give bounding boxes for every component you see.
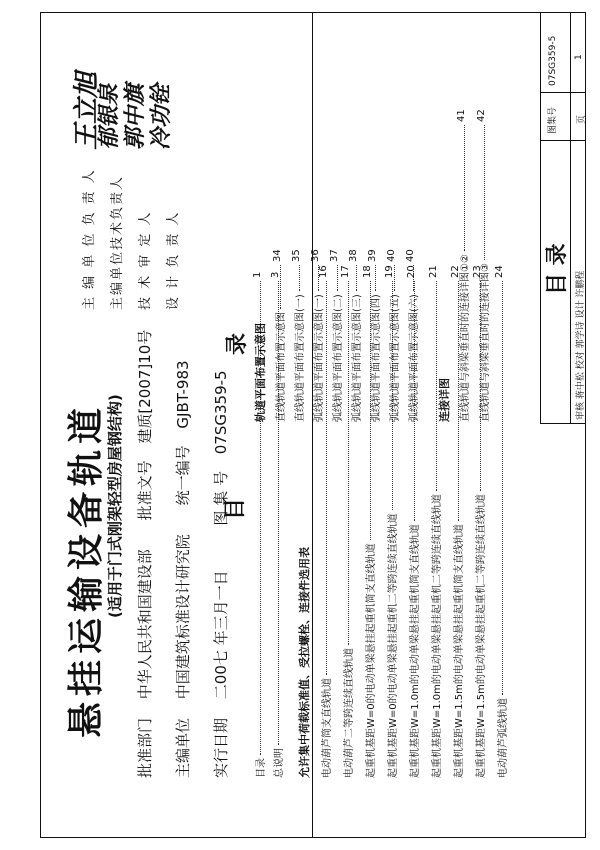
drawing-title: 目 录	[545, 243, 570, 295]
toc-left-item-page: 16	[318, 265, 329, 278]
toc-right-item-label: 弧线轨道平面布置示意图(一)	[314, 294, 325, 422]
date-label: 实行日期	[212, 717, 230, 778]
signature-2: 郁银泉	[96, 83, 122, 150]
toc-left-heading: 目	[223, 497, 248, 520]
title-atlas-label: 图集号	[548, 106, 558, 134]
toc-right-item-label: 弧线轨道平面布置示意图(二)	[333, 294, 344, 422]
approval-dept-label: 批准部门	[136, 717, 154, 778]
toc-right-item-label: 弧线轨道平面布置示意图(六)	[409, 294, 420, 422]
toc-left-item-page: 23	[472, 265, 483, 278]
toc-right-item-page: 41	[456, 109, 467, 122]
toc-right-item-page: 37	[329, 249, 340, 262]
signature-3: 郭中旗	[122, 83, 148, 150]
toc-left-item-label: 电动葫芦简支直线轨道	[322, 678, 333, 778]
toc-right-item-page: 38	[348, 249, 359, 262]
toc-right-item-label: 直线轨道平面布置示意图	[276, 312, 287, 422]
leader-dots	[394, 265, 395, 291]
toc-right-plan-heading: 轨道平面布置示意图	[254, 323, 267, 422]
toc-right-item-page: 39	[367, 249, 378, 262]
toc-left-group-heading: 允许集中荷载标准值、受拉螺栓、连接件选用表	[298, 547, 311, 778]
toc-left-item-page: 22	[450, 265, 461, 278]
toc-right-item-label: 直线轨道与斜梁垂直时的连接详图①②	[460, 254, 471, 422]
editor: 中国建筑标准设计研究院	[174, 534, 192, 700]
leader-dots	[484, 125, 485, 260]
unified-no: GJBT-983	[174, 360, 192, 429]
toc-right-item-page: 36	[310, 249, 321, 262]
leader-dots	[299, 265, 300, 291]
toc-left-item-label: 起重机基距W=0的电动单梁悬挂起重机二等跨连续直线轨道	[388, 513, 399, 778]
cover-subtitle: (适用于门式刚架轻型房屋钢结构)	[106, 394, 124, 618]
toc-right-detail-heading: 连接详图	[438, 378, 451, 422]
toc-left-item-page: 24	[494, 265, 505, 278]
leader-dots	[413, 265, 414, 291]
leader-dots	[280, 265, 281, 309]
leader-dots	[464, 125, 465, 251]
toc-left-item-label: 电动葫芦二等跨连续直线轨道	[344, 648, 355, 778]
title-block-rule	[540, 92, 586, 93]
toc-left-item-page: 20	[406, 265, 417, 278]
staff-r3: 技 术 审 定 人	[138, 210, 153, 310]
title-block-rule	[570, 12, 571, 424]
toc-left-item-label: 总说明	[274, 748, 285, 778]
leader-dots	[337, 265, 338, 291]
title-page-no: 1	[574, 54, 584, 60]
signature-4: 冷功铨	[148, 83, 174, 150]
leader-dots	[356, 265, 357, 291]
cover-title: 悬挂运输设备轨道	[66, 401, 107, 738]
toc-left-item-label: 起重机基距W=0的电动单梁悬挂起重机简支直线轨道	[366, 543, 377, 778]
toc-right-item-page: 40	[405, 249, 416, 262]
editor-label: 主编单位	[174, 717, 192, 778]
leader-dots	[375, 265, 376, 291]
toc-right-item-page: 42	[476, 109, 487, 122]
toc-right-item-page: 40	[386, 249, 397, 262]
staff-r2: 主编单位技术负责人	[110, 174, 125, 310]
date: 二00七 年三月一日	[212, 570, 230, 700]
toc-left-item-page: 3	[270, 271, 281, 278]
toc-left-item-label: 起重机基距W=1.0m的电动单梁悬挂起重机简支直线轨道	[410, 524, 421, 778]
center-divider	[312, 12, 313, 838]
toc-right-item-label: 弧线轨道平面布置示意图(三)	[352, 294, 363, 422]
title-page-label: 页	[577, 114, 587, 124]
toc-right-item-label: 弧线轨道平面布置示意图(四)	[371, 294, 382, 422]
leader-dots	[326, 281, 327, 675]
toc-left-item-label: 起重机基距W=1.5m的电动单梁悬挂起重机简支直线轨道	[454, 524, 465, 778]
toc-left-item-label: 起重机基距W=1.5m的电动单梁悬挂起重机二等跨连续直线轨道	[476, 494, 487, 778]
toc-right-item-page: 35	[291, 249, 302, 262]
title-atlas-no: 07SG359-5	[548, 35, 558, 86]
signature-1: 王立旭	[72, 71, 102, 150]
atlas-no: 07SG359-5	[212, 370, 230, 455]
toc-left-item-page: 21	[428, 265, 439, 278]
staff-r1: 主 编 单 位 负 责 人	[82, 168, 97, 310]
atlas-no-label: 图 集 号	[212, 471, 230, 526]
sign-row: 审核 蒋中松 校对 郭学诗 设计 许鹏程	[576, 270, 586, 420]
toc-left-item-label: 电动葫芦弧线轨道	[498, 698, 509, 778]
toc-left-item-page: 17	[340, 265, 351, 278]
toc-right-item-label: 直线轨道平面布置示意图(一)	[295, 294, 306, 422]
approval-doc-label: 批准文号	[136, 460, 154, 521]
staff-r4: 设 计 负 责 人	[166, 210, 181, 310]
toc-left-item-label: 目录	[256, 758, 267, 778]
toc-left-item-label: 起重机基距W=1.0m的电动单梁悬挂起重机二等跨连续直线轨道	[432, 494, 443, 778]
toc-right-item-label: 直线轨道与斜梁垂直时的连接详图③	[480, 263, 491, 422]
toc-left-item-page: 1	[252, 271, 263, 278]
approval-dept: 中华人民共和国建设部	[136, 549, 154, 700]
leader-dots	[502, 281, 503, 695]
unified-no-label: 统一编号	[174, 445, 192, 506]
toc-left-item-page: 19	[384, 265, 395, 278]
toc-left-item-page: 18	[362, 265, 373, 278]
approval-doc: 建质[2007]10号	[136, 329, 154, 444]
toc-right-heading: 录	[225, 332, 250, 355]
leader-dots	[318, 265, 319, 291]
toc-right-item-label: 弧线轨道平面布置示意图(五)	[390, 294, 401, 422]
title-block-rule	[540, 140, 586, 141]
toc-right-item-page: 34	[272, 249, 283, 262]
